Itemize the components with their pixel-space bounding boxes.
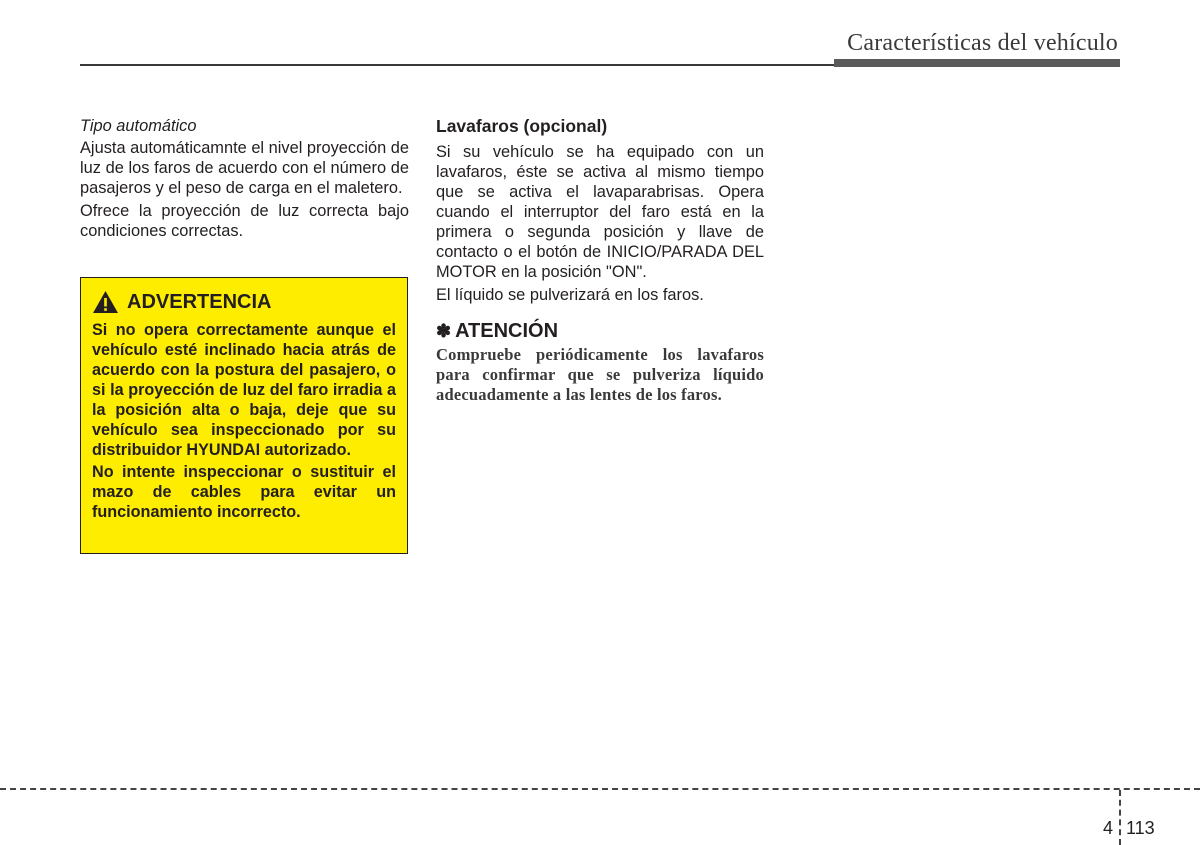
warning-body <box>92 320 396 522</box>
attention-body <box>436 345 764 405</box>
asterisk-icon: ✽ <box>436 321 452 341</box>
left-column <box>80 116 409 241</box>
warning-header <box>92 290 396 314</box>
footer-dashed-divider <box>1119 790 1121 845</box>
attention-title: ATENCIÓN <box>455 320 559 342</box>
header-rule <box>80 64 840 66</box>
body-paragraph: Si su vehículo se ha equipado con un lavafaros, éste se activa al mismo tiempo que se activa el lavaparabrisas. Opera cuando el interruptor del faro está en la primera o segunda posición y llave de contacto o el botón de INICIO/PARADA DEL MOTOR en la posición "ON". <box>436 143 764 281</box>
warning-box <box>80 277 408 554</box>
header-rule-accent <box>834 59 1120 67</box>
attention-paragraph: Compruebe periódicamente los lavafaros para confirmar que se pulveriza líquido adecuadamente a las lentes de los faros. <box>436 345 764 404</box>
page-number: 113 <box>1126 818 1155 838</box>
middle-column <box>436 116 764 405</box>
subhead-tipo-automatico: Tipo automático <box>80 117 197 135</box>
warning-triangle-icon <box>92 290 119 314</box>
chapter-number: 4 <box>1103 818 1114 838</box>
page-header-title: Características del vehículo <box>847 30 1118 56</box>
attention-header <box>436 321 764 341</box>
section-title-lavafaros: Lavafaros (opcional) <box>436 116 608 136</box>
warning-title: ADVERTENCIA <box>127 290 272 313</box>
warning-paragraph: No intente inspeccionar o sustituir el mazo de cables para evitar un funcionamiento incorrecto. <box>92 463 396 521</box>
warning-paragraph: Si no opera correctamente aunque el vehículo esté inclinado hacia atrás de acuerdo con la postura del pasajero, o si la proyección de luz del faro irradia a la posición alta o baja, deje que su vehículo sea inspeccionado por su distribuidor HYUNDAI autorizado. <box>92 321 396 459</box>
body-paragraph: Ofrece la proyección de luz correcta bajo condiciones correctas. <box>80 202 409 240</box>
body-paragraph: Ajusta automáticamnte el nivel proyección de luz de los faros de acuerdo con el número de pasajeros y el peso de carga en el maletero. <box>80 139 409 197</box>
body-paragraph: El líquido se pulverizará en los faros. <box>436 286 704 304</box>
footer-dashed-rule <box>0 788 1200 790</box>
